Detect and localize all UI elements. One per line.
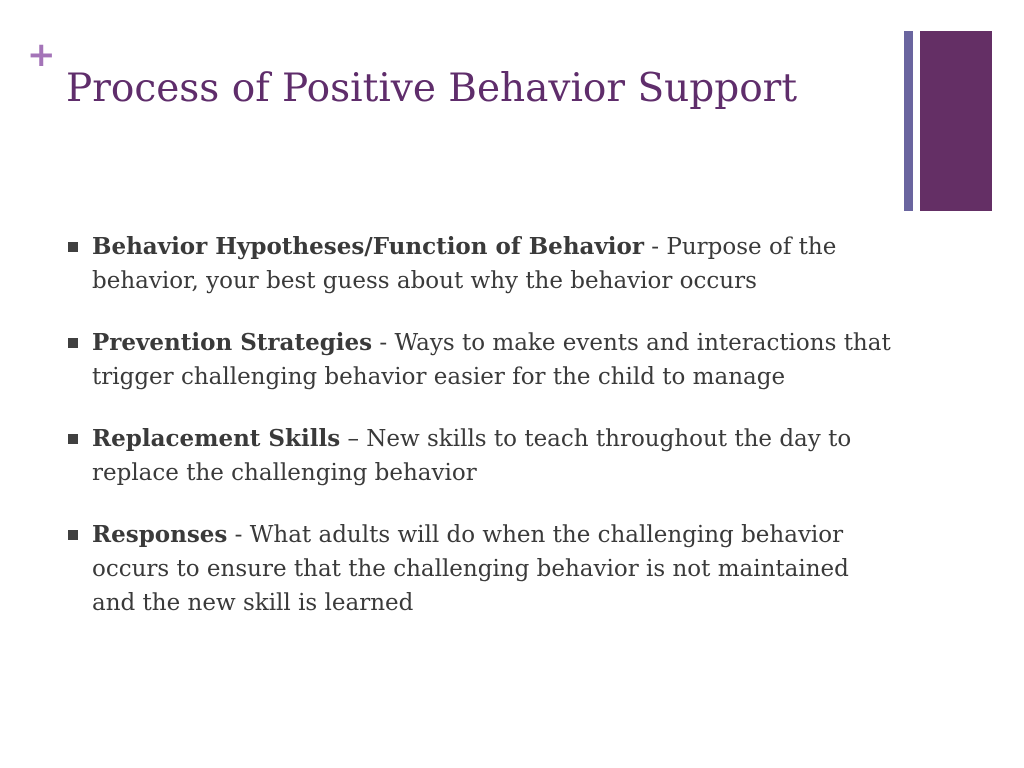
square-bullet-icon [68, 338, 78, 348]
bullet-item [66, 326, 896, 394]
accent-bar-wide [920, 31, 992, 211]
bullet-term: Prevention Strategies [92, 329, 373, 356]
bullet-item [66, 422, 896, 490]
bullet-term: Responses [92, 521, 228, 548]
bullet-term: Replacement Skills [92, 425, 341, 452]
bullet-list [66, 230, 896, 648]
bullet-description: - What adults will do when the challenging behavior occurs to ensure that the challenging behavior is not maintained and the new skill is learned [92, 522, 849, 616]
bullet-term: Behavior Hypotheses/Function of Behavior [92, 233, 644, 260]
bullet-description: - Purpose of the behavior, your best guess about why the behavior occurs [92, 234, 837, 294]
bullet-description: – New skills to teach throughout the day to replace the challenging behavior [92, 426, 852, 486]
accent-bar-thin [904, 31, 913, 211]
slide-title: Process of Positive Behavior Support [66, 66, 798, 111]
plus-icon: + [27, 35, 56, 75]
bullet-item [66, 518, 896, 620]
bullet-item [66, 230, 896, 298]
square-bullet-icon [68, 530, 78, 540]
square-bullet-icon [68, 434, 78, 444]
bullet-description: - Ways to make events and interactions that trigger challenging behavior easier for the child to manage [92, 330, 891, 390]
square-bullet-icon [68, 242, 78, 252]
